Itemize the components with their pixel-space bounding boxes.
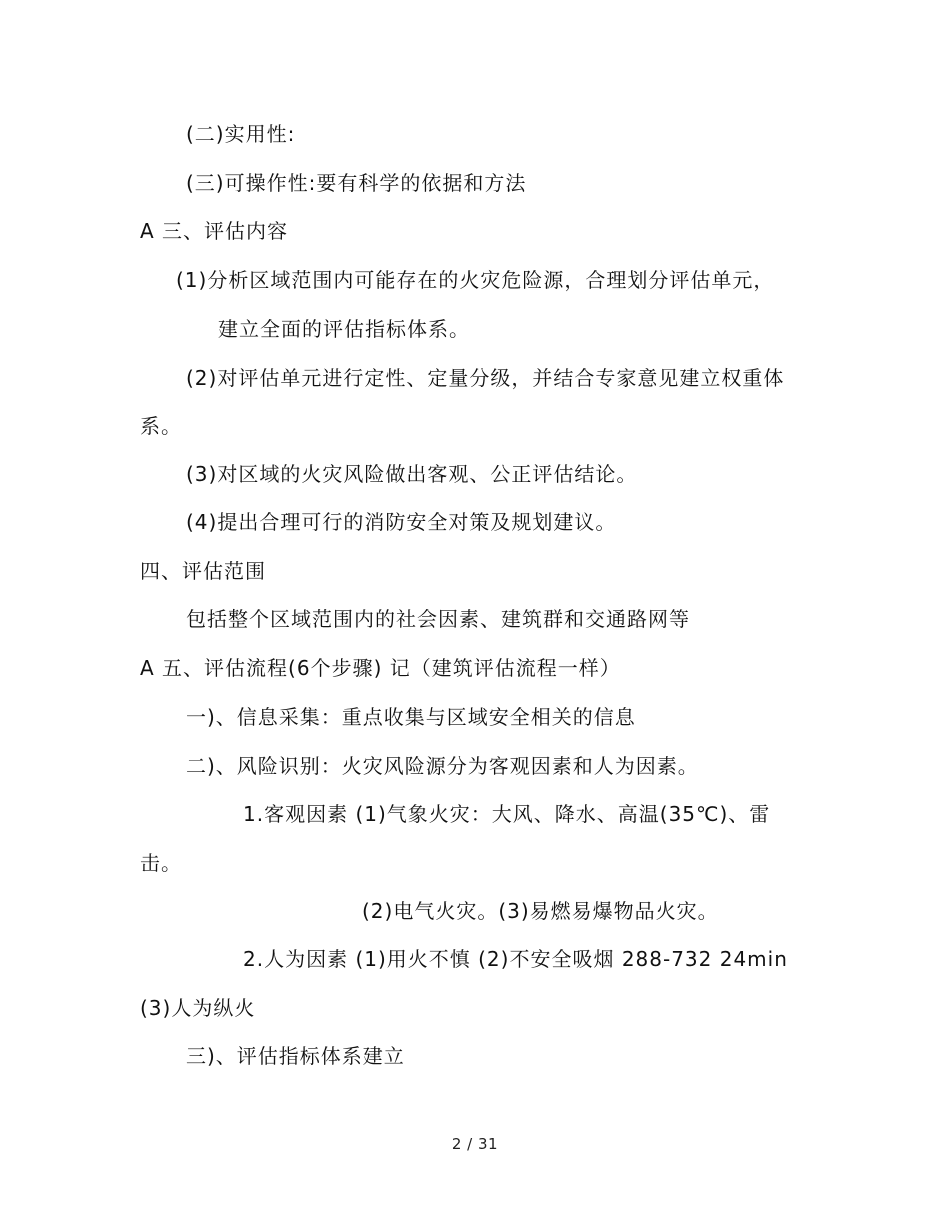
text-line-step-2: 二)、风险识别：火灾风险源分为客观因素和人为因素。 [186, 754, 699, 778]
text-line-item-1-cont: 建立全面的评估指标体系。 [218, 317, 470, 341]
text-line-step-1: 一)、信息采集：重点收集与区域安全相关的信息 [186, 705, 636, 729]
text-line-item-2-cont: 系。 [140, 414, 182, 438]
section-heading-scope: 四、评估范围 [140, 559, 266, 583]
text-line-objective-factors-cont: 击。 [140, 851, 182, 875]
text-line-item-1: (1)分析区域范围内可能存在的火灾危险源，合理划分评估单元， [176, 268, 775, 292]
text-line-step-3: 三)、评估指标体系建立 [186, 1044, 405, 1068]
text-line-operability: (三)可操作性:要有科学的依据和方法 [186, 171, 527, 195]
text-line-fire-types: (2)电气火灾。(3)易燃易爆物品火灾。 [362, 899, 719, 923]
text-line-objective-factors: 1.客观因素 (1)气象火灾：大风、降水、高温(35℃)、雷 [243, 802, 771, 826]
page-number: 2 / 31 [451, 1135, 499, 1153]
text-line-item-2: (2)对评估单元进行定性、定量分级，并结合专家意见建立权重体 [186, 366, 785, 390]
section-heading-process: A 五、评估流程(6个步骤) 记（建筑评估流程一样） [140, 656, 621, 680]
text-line-human-factors: 2.人为因素 (1)用火不慎 (2)不安全吸烟 288-732 24min [243, 947, 788, 971]
text-line-scope: 包括整个区域范围内的社会因素、建筑群和交通路网等 [186, 607, 690, 631]
text-line-human-factors-cont: (3)人为纵火 [140, 996, 256, 1020]
text-line-practicality: (二)实用性: [186, 122, 296, 146]
text-line-item-3: (3)对区域的火灾风险做出客观、公正评估结论。 [186, 462, 638, 486]
section-heading-content: A 三、评估内容 [140, 219, 289, 243]
text-line-item-4: (4)提出合理可行的消防安全对策及规划建议。 [186, 510, 617, 534]
